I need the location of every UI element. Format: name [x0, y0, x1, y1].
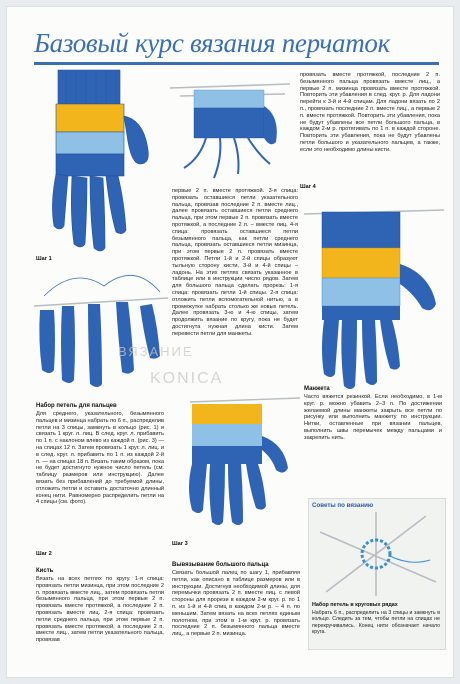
step3-glove-photo [170, 396, 300, 536]
tips-caption-heading: Набор петель в круговых рядах [312, 602, 398, 608]
step3-label: Шаг 3 [172, 541, 188, 547]
step1-fingers-photo [34, 266, 168, 396]
tips-title: Советы по вязанию [312, 502, 374, 509]
page-title: Базовый курс вязания перчаток [34, 28, 390, 58]
top-right-text: провязать вместе протяжкой, последние 2 п. безымянного пальца провязать вместе лиц., а первые 2 п. мизинца провязать вместе протяжкой. Повторить эти убавления в след. круг. р. Для ладони перейти к 3-й и 4-й спицам. Для ладони вязать по 2 п., провязать последние 2 п. вместе лиц., а первые 2 п. вместе протяжкой. Повторить эти убавления, пока не будут убавлены все петли большого пальца, в каждом 2-м р. протягивать по 1 п. в каждой стороне. Повторить эти убавления, пока не будут убавлены петли большого и указательного пальцев, а также, если это необходимо длины кисти. [300, 72, 440, 153]
step1-label: Шаг 1 [36, 256, 52, 262]
watermark-line1: ВЯЗАНИЕ [118, 344, 194, 359]
watermark-line2: KONICA [150, 370, 224, 387]
thumb-heading: Вывязывание большого пальца [172, 562, 269, 568]
title-underline [34, 62, 439, 65]
cuff-heading: Манжета [304, 386, 330, 392]
thumb-text: Связать большой палец по шагу 1, прибавляя петли, как описано в таблице размеров или в инструкции. Достигнув необходимой длины, для перемычки провязать 2 п. вместе лиц. с левой стороны для прорези в каждом 2-м круг. р. по 1 п. из 1-й и 4-й спиц в каждом 2-м р. – 4 п. по меньшим. Затем вязать на всех петлях единым полотном, при этом в 1-м круг. р. провязать последние 2 п. безымянного пальца вместе лиц., а первые 2 п. мизинца. [172, 570, 300, 638]
middle-text: первые 2 п. вместе протяжкой. 3-я спица: провязать оставшиеся петли указательного пальца, провязав последние 2 п. вместе лиц., далее провязать оставшиеся петли среднего пальца, при этом первые 2 п. провязать вместе протяжкой, а последние 2 п. – вместе лиц. 4-я спица: провязать оставшиеся петли безымянного пальца, как петли среднего пальца, провязать оставшиеся петли мизинца, при этом первые 2 п. провязать вместе протяжкой. Петли 1-й и 2-й спицы образуют тыльную сторону кисти, 3-й и 4-й спицы – ладонь. На этих петлях связать указанное в таблице или в инструкции число рядов. Затем для большого пальца сделать прорезь: 1-я спица: провязать петли 1-й спицы. 2-я спица: отложить петли вспомогательной нитью, а в промежутке набрать столько же новых петель. Далее провязать 3-ю и 4-ю спицы, затем продолжить вязание по кругу, пока не будет достигнута нужная длина кисти. Затем перевести петли для манжеты. [172, 188, 298, 337]
wrist-heading: Кисть [36, 568, 54, 574]
step2-label: Шаг 2 [36, 551, 52, 557]
finger-cast-text: Для среднего, указательного, безымянного пальцев и мизинца набрать по 6 п., распределив петли на 3 спицы, замкнуть в кольцо (рис. 1) и связать 1 круг. л. лиц. В след. круг. л. прибавить по 1 п. с наклоном влево из каждой п. (рис. 3) — на спицах 12 п. Затем провязать 1 круг. л. лиц. и в след. круг. л. прибавить по 1 п. из каждой 2-й п. — на спицах 18 п. Вязать таким образом, пока не будет достигнуто нужное число петель (см. таблицу размеров или инструкцию). Далее вязать без прибавлений до требуемой длины, отложить петли и оставить достаточно длинный конец нити. Равномерно распределить петли на 4 спицы (см. фото). [36, 411, 164, 506]
step4-label: Шаг 4 [300, 184, 316, 190]
finger-cast-heading: Набор петель для пальцев [36, 403, 117, 409]
glove-photo-in-progress [170, 76, 290, 186]
cuff-text: Часто вяжется резинкой. Если необходимо, в 1-м круг. р. можно убавить 2–3 п. По достижении желаемой длины манжеты закрыть все петли по рисунку или выполнить манжету по инструкции. Нитки, оставленные при вязании пальцев, выполнить швы перемычек между пальцами и закрепить нить. [304, 394, 442, 441]
glove-photo-full [36, 66, 148, 256]
tips-caption-text: Набрать 6 п., распределить на 3 спицы и замкнуть в кольцо. Следить за тем, чтобы петли на спицах не перекручивались. Конец нити обозначает начало круга. [312, 610, 440, 636]
tips-needles-photo [316, 512, 440, 596]
step4-glove-photo [304, 204, 444, 394]
wrist-text: Вязать на всех петлях по кругу. 1-я спица: провязать петли мизинца, при этом последние 2 п. провязать вместе лиц., затем провязать петли безымянного пальца, при этом первые 2 п. провязать вместе протяжкой, а последние 2 п. провязать вместе лиц. 2-я спица: провязать петли среднего пальца, при этом первые 2 п. провязать вместе протяжкой, а последние 2 п. вместе лиц., затем петли указательного пальца, провязав [36, 576, 164, 644]
